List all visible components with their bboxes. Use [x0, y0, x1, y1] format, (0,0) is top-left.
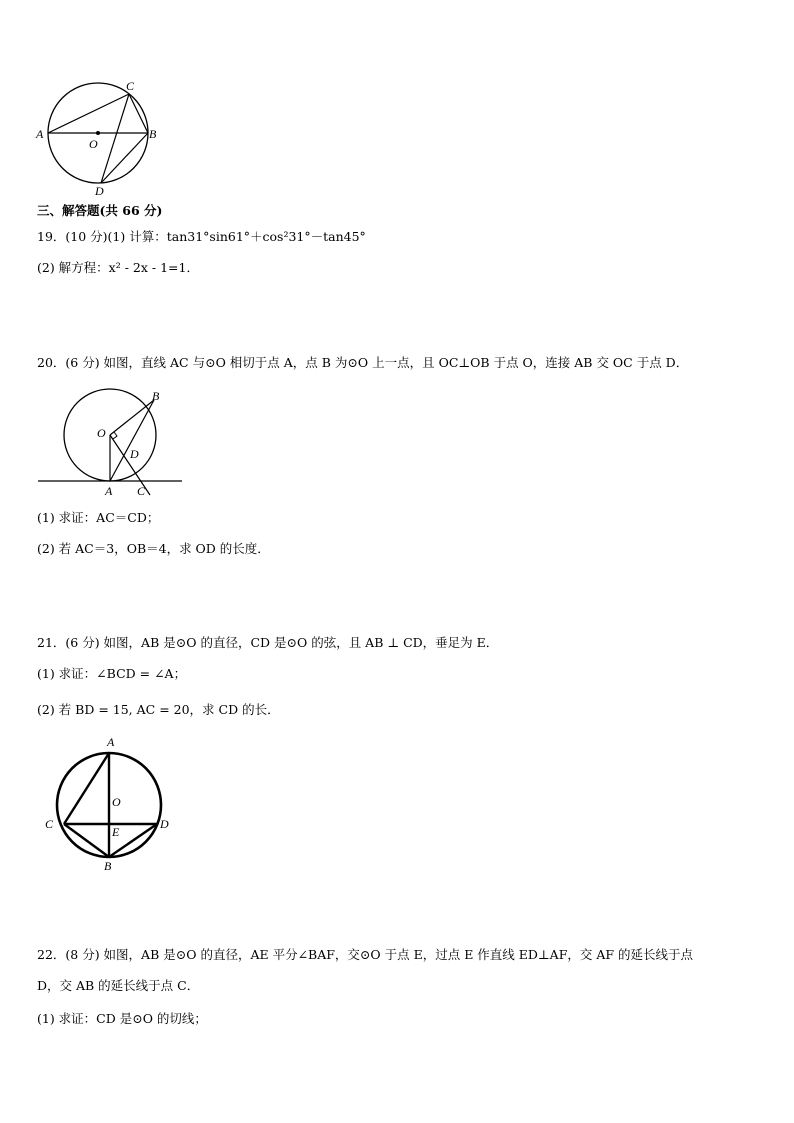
- fig2-label-b: B: [152, 389, 160, 403]
- q21-stem: 21．(6 分) 如图，AB 是⊙O 的直径，CD 是⊙O 的弦，且 AB ⊥ CD，垂足为 E．: [37, 635, 499, 650]
- fig1-label-d: D: [95, 184, 104, 198]
- fig3-label-c: C: [45, 817, 54, 831]
- q22-stem-line2: D，交 AB 的延长线于点 C．: [37, 978, 200, 993]
- fig1-label-b: B: [149, 127, 157, 141]
- q20-part1: (1) 求证：AC＝CD；: [37, 510, 160, 525]
- fig1-label-o: O: [89, 137, 98, 151]
- fig2-label-o: O: [97, 426, 106, 440]
- fig3-label-e: E: [112, 825, 120, 839]
- fig2-label-d: D: [130, 447, 139, 461]
- fig3-label-a: A: [107, 735, 115, 749]
- fig1-label-c: C: [126, 79, 135, 93]
- q21-part1: (1) 求证：∠BCD = ∠A；: [37, 666, 187, 681]
- fig3-label-d: D: [160, 817, 169, 831]
- figure-circle-abcd: [34, 76, 164, 200]
- q22-stem-line1: 22．(8 分) 如图，AB 是⊙O 的直径，AE 平分∠BAF，交⊙O 于点 E，过点 E 作直线 ED⊥AF，交 AF 的延长线于点: [37, 947, 694, 962]
- q22-part1: (1) 求证：CD 是⊙O 的切线；: [37, 1011, 207, 1026]
- q21-part2: (2) 若 BD = 15, AC = 20，求 CD 的长．: [37, 702, 280, 717]
- fig1-label-a: A: [36, 127, 44, 141]
- section-heading: 三、解答题(共 66 分): [37, 203, 163, 218]
- figure-perpendicular-chord: [40, 733, 180, 873]
- q19-line2: (2) 解方程：x² - 2x - 1=1．: [37, 260, 199, 275]
- q20-stem: 20．(6 分) 如图，直线 AC 与⊙O 相切于点 A，点 B 为⊙O 上一点，且 OC⊥OB 于点 O，连接 AB 交 OC 于点 D．: [37, 355, 689, 370]
- q19-line1: 19．(10 分)(1) 计算：tan31°sin61°＋cos²31°－tan45°: [37, 229, 366, 244]
- q20-part2: (2) 若 AC＝3，OB＝4，求 OD 的长度．: [37, 541, 270, 556]
- fig3-label-b: B: [104, 859, 112, 873]
- figure-tangent-circle: [34, 388, 186, 500]
- fig3-label-o: O: [112, 795, 121, 809]
- fig2-label-c: C: [137, 484, 146, 498]
- fig2-label-a: A: [105, 484, 113, 498]
